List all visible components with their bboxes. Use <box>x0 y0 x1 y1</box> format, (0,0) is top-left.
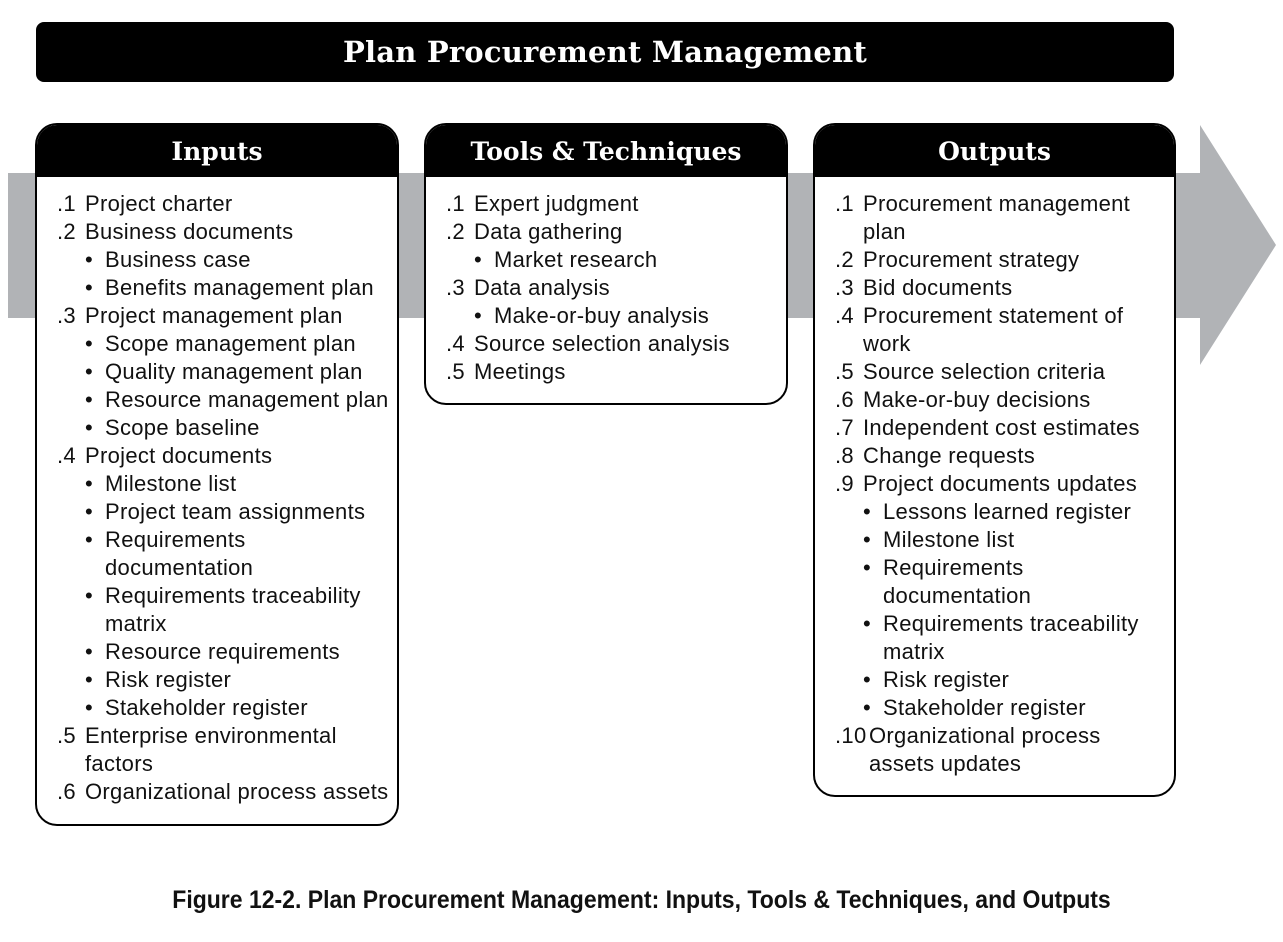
sub-item-text: Project team assignments <box>105 499 366 524</box>
bullet-icon: • <box>474 303 483 328</box>
sub-list-item <box>815 666 1174 694</box>
outputs-heading: Outputs <box>938 136 1051 166</box>
sub-item-text: Lessons learned register <box>883 499 1132 524</box>
sub-list-item <box>815 694 1174 722</box>
item-text: Make-or-buy decisions <box>863 387 1091 412</box>
sub-item-text: Resource requirements <box>105 639 340 664</box>
item-text: Data gathering <box>474 219 623 244</box>
sub-item-text: Requirements traceability matrix <box>105 583 361 636</box>
sub-item-text: Risk register <box>105 667 232 692</box>
list-item <box>815 442 1174 470</box>
item-number: .4 <box>57 443 76 468</box>
sub-item-text: Requirements documentation <box>105 527 254 580</box>
sub-list-item <box>426 302 786 330</box>
list-item <box>426 274 786 302</box>
sub-list-item <box>37 666 397 694</box>
list-item <box>37 442 397 470</box>
bullet-icon: • <box>85 667 94 692</box>
item-number: .6 <box>835 387 854 412</box>
sub-list-item <box>37 274 397 302</box>
sub-item-text: Stakeholder register <box>883 695 1086 720</box>
item-text: Procurement management plan <box>863 191 1131 244</box>
outputs-box <box>813 123 1176 797</box>
sub-item-text: Milestone list <box>105 471 237 496</box>
tools-header <box>426 125 786 177</box>
item-number: .7 <box>835 415 854 440</box>
sub-item-text: Stakeholder register <box>105 695 308 720</box>
sub-list-item <box>815 554 1174 610</box>
sub-item-text: Requirements documentation <box>883 555 1032 608</box>
item-text: Independent cost estimates <box>863 415 1140 440</box>
item-number: .6 <box>57 779 76 804</box>
bullet-icon: • <box>85 471 94 496</box>
sub-list-item <box>426 246 786 274</box>
outputs-header <box>815 125 1174 177</box>
item-number: .2 <box>446 219 465 244</box>
item-text: Change requests <box>863 443 1036 468</box>
bullet-icon: • <box>863 527 872 552</box>
figure-caption: Figure 12-2. Plan Procurement Management: Inputs, Tools & Techniques, and Outputs <box>172 886 1111 914</box>
sub-item-text: Quality management plan <box>105 359 363 384</box>
bullet-icon: • <box>85 359 94 384</box>
bullet-icon: • <box>85 415 94 440</box>
list-item <box>815 470 1174 498</box>
list-item <box>815 302 1174 358</box>
item-text: Source selection analysis <box>474 331 730 356</box>
list-item <box>815 358 1174 386</box>
item-text: Organizational process assets <box>85 779 389 804</box>
bullet-icon: • <box>85 499 94 524</box>
item-number: .3 <box>835 275 854 300</box>
list-item <box>426 330 786 358</box>
list-item <box>815 274 1174 302</box>
list-item <box>37 218 397 246</box>
outputs-list <box>815 177 1174 778</box>
bullet-icon: • <box>85 695 94 720</box>
bullet-icon: • <box>863 667 872 692</box>
sub-list-item <box>37 470 397 498</box>
item-text: Source selection criteria <box>863 359 1106 384</box>
sub-list-item <box>37 498 397 526</box>
list-item <box>37 302 397 330</box>
sub-list-item <box>37 694 397 722</box>
sub-item-text: Milestone list <box>883 527 1015 552</box>
tools-heading: Tools & Techniques <box>470 136 742 166</box>
bullet-icon: • <box>85 639 94 664</box>
item-text: Data analysis <box>474 275 610 300</box>
sub-item-text: Risk register <box>883 667 1010 692</box>
sub-item-text: Scope management plan <box>105 331 356 356</box>
sub-list-item <box>37 330 397 358</box>
tools-list <box>426 177 786 386</box>
list-item <box>426 218 786 246</box>
sub-list-item <box>37 526 397 582</box>
item-number: .5 <box>57 723 76 748</box>
list-item <box>815 246 1174 274</box>
bullet-icon: • <box>863 611 872 636</box>
item-number: .1 <box>446 191 465 216</box>
sub-item-text: Business case <box>105 247 251 272</box>
title-banner <box>36 22 1174 82</box>
item-number: .9 <box>835 471 854 496</box>
bullet-icon: • <box>85 527 94 552</box>
list-item <box>815 722 1174 778</box>
bullet-icon: • <box>85 275 94 300</box>
sub-list-item <box>37 582 397 638</box>
inputs-list <box>37 177 397 806</box>
item-text: Project documents <box>85 443 273 468</box>
sub-list-item <box>815 610 1174 666</box>
bullet-icon: • <box>863 499 872 524</box>
sub-list-item <box>37 414 397 442</box>
sub-item-text: Make-or-buy analysis <box>494 303 710 328</box>
bullet-icon: • <box>474 247 483 272</box>
item-text: Business documents <box>85 219 294 244</box>
list-item <box>815 386 1174 414</box>
list-item <box>815 190 1174 246</box>
sub-list-item <box>37 638 397 666</box>
page-title: Plan Procurement Management <box>343 35 867 69</box>
sub-list-item <box>37 246 397 274</box>
sub-list-item <box>815 498 1174 526</box>
list-item <box>426 358 786 386</box>
item-number: .4 <box>835 303 854 328</box>
item-number: .2 <box>835 247 854 272</box>
item-number: .2 <box>57 219 76 244</box>
item-text: Procurement strategy <box>863 247 1080 272</box>
item-number: .10 <box>835 723 867 748</box>
sub-list-item <box>37 358 397 386</box>
item-number: .8 <box>835 443 854 468</box>
list-item <box>426 190 786 218</box>
item-number: .3 <box>57 303 76 328</box>
sub-item-text: Scope baseline <box>105 415 260 440</box>
sub-item-text: Requirements traceability matrix <box>883 611 1139 664</box>
list-item <box>815 414 1174 442</box>
sub-item-text: Resource management plan <box>105 387 389 412</box>
item-number: .1 <box>57 191 76 216</box>
sub-item-text: Benefits management plan <box>105 275 374 300</box>
item-text: Project charter <box>85 191 233 216</box>
item-number: .4 <box>446 331 465 356</box>
item-text: Expert judgment <box>474 191 639 216</box>
bullet-icon: • <box>85 247 94 272</box>
sub-list-item <box>37 386 397 414</box>
bullet-icon: • <box>85 331 94 356</box>
list-item <box>37 190 397 218</box>
list-item <box>37 722 397 778</box>
item-text: Project documents updates <box>863 471 1138 496</box>
inputs-heading: Inputs <box>171 136 263 166</box>
inputs-header <box>37 125 397 177</box>
tools-box <box>424 123 788 405</box>
item-text: Enterprise environmental factors <box>85 723 337 776</box>
bullet-icon: • <box>863 555 872 580</box>
bullet-icon: • <box>863 695 872 720</box>
item-text: Procurement statement of work <box>863 303 1124 356</box>
item-text: Organizational process assets updates <box>869 723 1101 776</box>
item-text: Bid documents <box>863 275 1013 300</box>
item-number: .5 <box>835 359 854 384</box>
item-number: .1 <box>835 191 854 216</box>
bullet-icon: • <box>85 583 94 608</box>
item-text: Project management plan <box>85 303 343 328</box>
sub-item-text: Market research <box>494 247 658 272</box>
sub-list-item <box>815 526 1174 554</box>
bullet-icon: • <box>85 387 94 412</box>
inputs-box <box>35 123 399 826</box>
item-text: Meetings <box>474 359 566 384</box>
item-number: .5 <box>446 359 465 384</box>
list-item <box>37 778 397 806</box>
item-number: .3 <box>446 275 465 300</box>
